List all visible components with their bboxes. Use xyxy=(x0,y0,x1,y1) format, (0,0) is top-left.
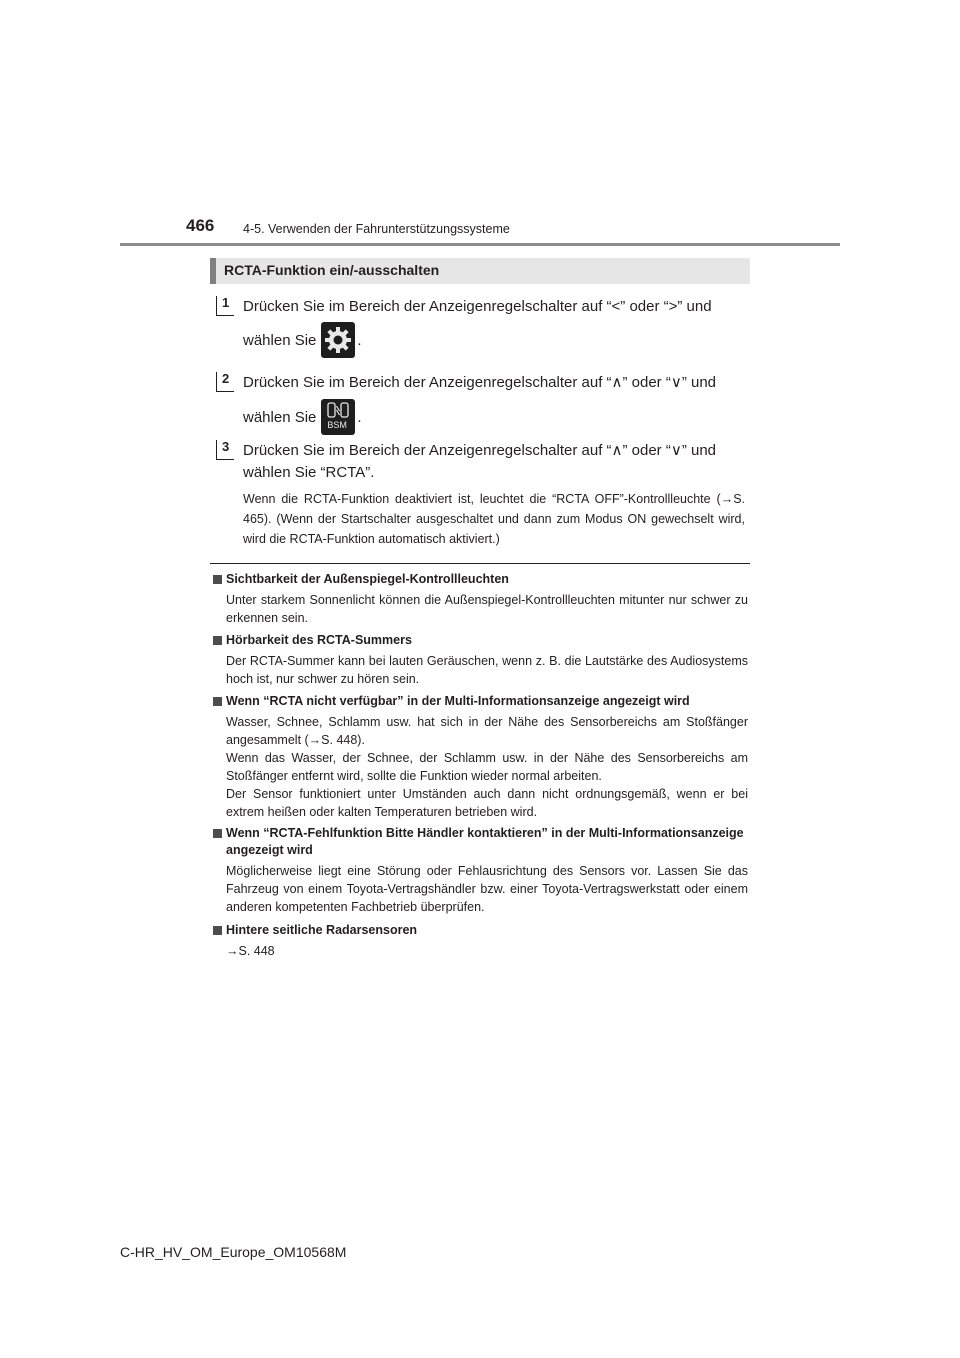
step-number-2: 2 xyxy=(216,372,234,392)
info-title: Sichtbarkeit der Außenspiegel-Kontrollleuchten xyxy=(213,571,748,588)
header-rule xyxy=(120,243,840,246)
info-body xyxy=(226,942,748,960)
bullet-square-icon xyxy=(213,926,222,935)
step-1-line1: Drücken Sie im Bereich der Anzeigenregelschalter auf “<” oder “>” und xyxy=(243,298,712,315)
info-title: Hintere seitliche Radarsensoren xyxy=(213,922,748,939)
step-1-line2-after: . xyxy=(357,331,362,349)
step-3-line2: wählen Sie “RCTA”. xyxy=(243,464,375,481)
info-title: Hörbarkeit des RCTA-Summers xyxy=(213,632,748,649)
chapter-title: 4-5. Verwenden der Fahrunterstützungssysteme xyxy=(243,222,510,236)
info-body: Der RCTA-Summer kann bei lauten Geräuschen, wenn z. B. die Lautstärke des Audiosystems hoch ist, nur schwer zu hören sein. xyxy=(226,654,748,686)
info-block-mirror-visibility xyxy=(213,571,748,627)
step-2-line1: Drücken Sie im Bereich der Anzeigenregelschalter auf “∧” oder “∨” und xyxy=(243,374,717,391)
bsm-icon-label: BSM xyxy=(327,420,347,430)
page-reference-link[interactable]: →S. 448 xyxy=(226,944,275,958)
info-block-radar-sensors xyxy=(213,922,748,960)
step-1-line2-before: wählen Sie xyxy=(243,331,317,349)
bullet-square-icon xyxy=(213,575,222,584)
step-number-1: 1 xyxy=(216,296,234,316)
info-body: Möglicherweise liegt eine Störung oder Fehlausrichtung des Sensors vor. Lassen Sie das Fahrzeug von einem Toyota-Vertragshändler bzw. einer Toyota-Vertragswerkstatt oder einem anderen kompetenten Fachbetrieb überprüfen. xyxy=(226,864,748,914)
info-title: Wenn “RCTA-Fehlfunktion Bitte Händler kontaktieren” in der Multi-Informationsanzeige angezeigt wird xyxy=(213,825,748,859)
bullet-square-icon xyxy=(213,697,222,706)
section-divider xyxy=(210,563,750,564)
settings-gear-icon xyxy=(321,322,355,358)
step-2-line2-after: . xyxy=(357,408,362,426)
step-note: Wenn die RCTA-Funktion deaktiviert ist, leuchtet die “RCTA OFF”-Kontrollleuchte (→S. 465). (Wenn der Startschalter ausgeschaltet und dann zum Modus ON gewechselt wird, wird die RCTA-Funktion automatisch aktiviert.) xyxy=(243,492,745,546)
info-block-rcta-malfunction xyxy=(213,825,748,916)
section-header xyxy=(210,258,750,284)
step-1-line2 xyxy=(243,322,362,358)
section-header-bar xyxy=(210,258,216,284)
step-number-3: 3 xyxy=(216,440,234,460)
info-block-buzzer xyxy=(213,632,748,688)
info-block-rcta-unavailable xyxy=(213,693,748,821)
info-title: Wenn “RCTA nicht verfügbar” in der Multi-Informationsanzeige angezeigt wird xyxy=(213,693,748,710)
step-3-line1: Drücken Sie im Bereich der Anzeigenregelschalter auf “∧” oder “∨” und xyxy=(243,442,717,459)
footer-document-code: C-HR_HV_OM_Europe_OM10568M xyxy=(120,1244,347,1260)
step-2-line2-before: wählen Sie xyxy=(243,408,317,426)
bsm-icon xyxy=(321,399,355,435)
info-body: Unter starkem Sonnenlicht können die Außenspiegel-Kontrollleuchten mitunter nur schwer zu erkennen sein. xyxy=(226,593,748,625)
info-body: Wasser, Schnee, Schlamm usw. hat sich in der Nähe des Sensorbereichs am Stoßfänger angesammelt (→S. 448). Wenn das Wasser, der Schnee, der Schlamm usw. in der Nähe des Sensorbereichs am Stoßfänger entfernt wird, sollte die Funktion wieder normal arbeiten. Der Sensor funktioniert unter Umständen auch dann nicht ordnungsgemäß, wenn er bei extrem heißen oder kalten Temperaturen betrieben wird. xyxy=(226,715,748,819)
step-2-line2 xyxy=(243,399,362,435)
bullet-square-icon xyxy=(213,636,222,645)
bullet-square-icon xyxy=(213,829,222,838)
section-title: RCTA-Funktion ein/-ausschalten xyxy=(224,262,440,278)
page-number: 466 xyxy=(186,216,215,235)
